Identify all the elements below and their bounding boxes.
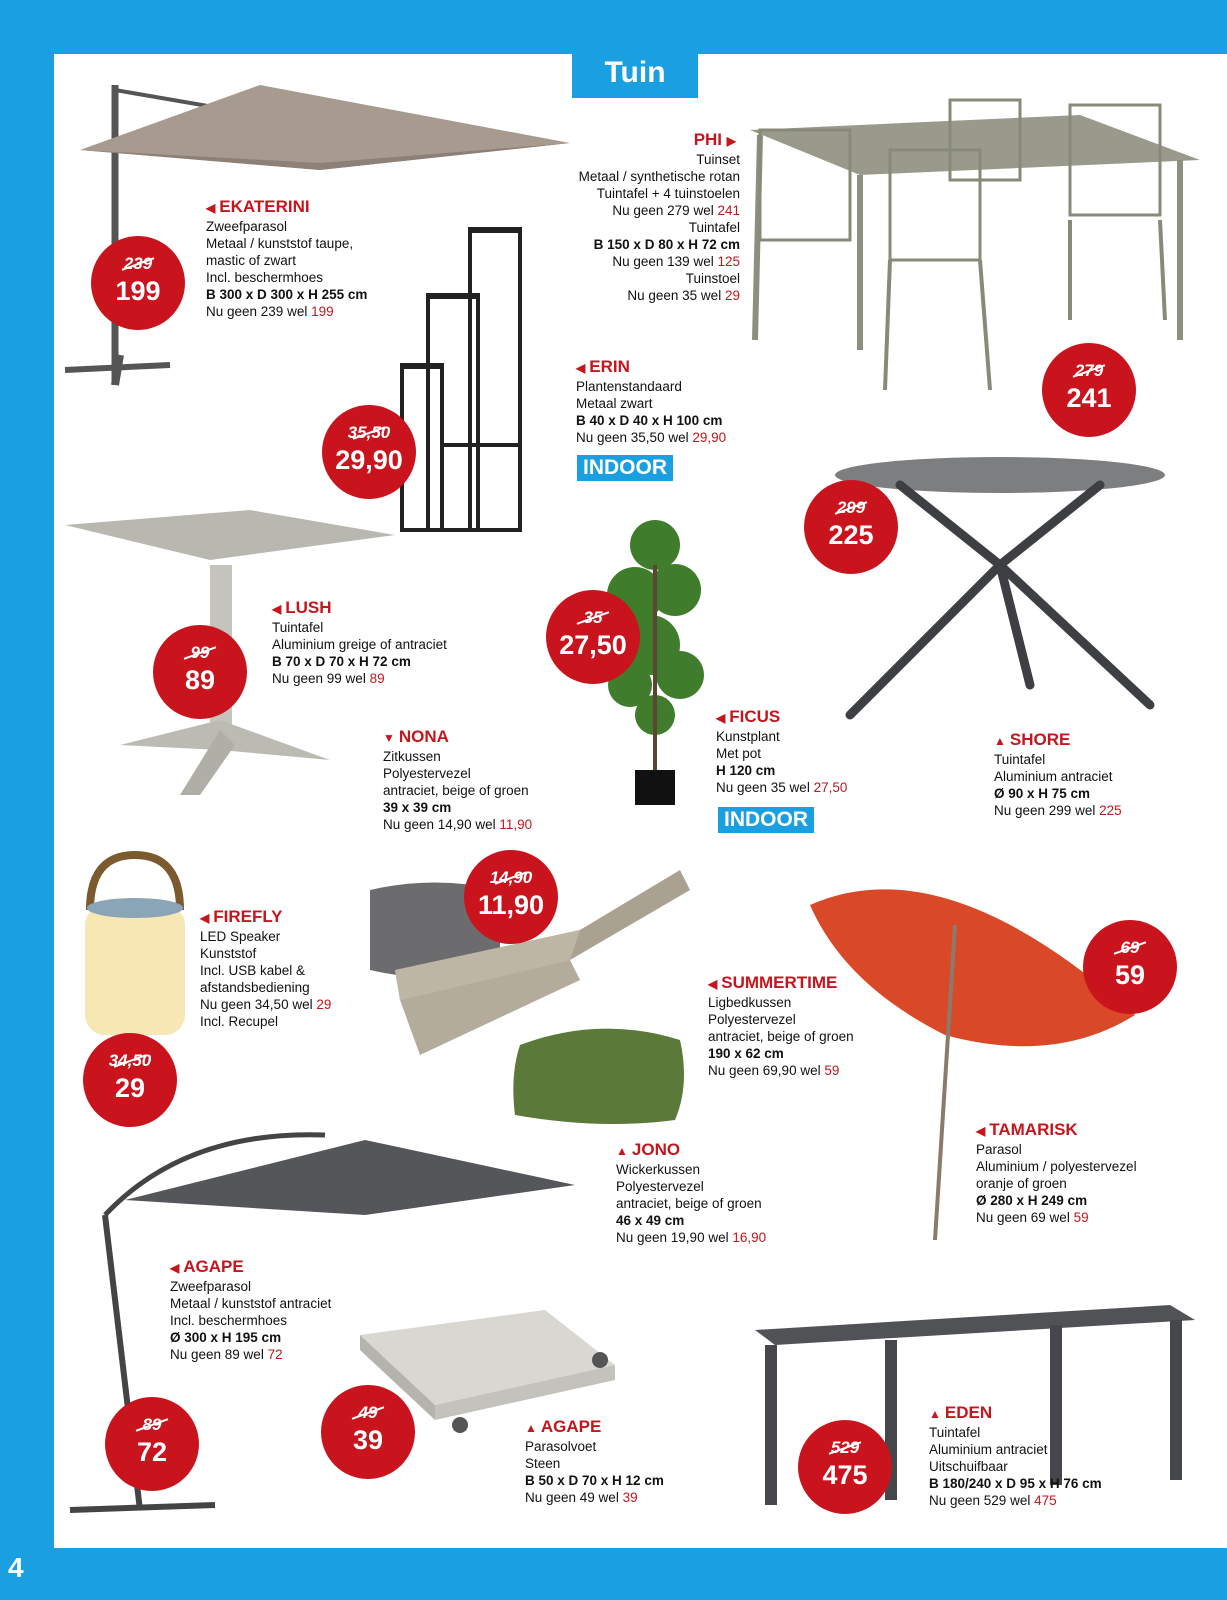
product-line: Aluminium antraciet	[994, 769, 1113, 784]
product-line: Aluminium greige of antraciet	[272, 637, 447, 652]
price-badge-erin	[322, 405, 416, 499]
page-number: 4	[8, 1552, 24, 1583]
badge-new-price: 199	[115, 276, 161, 306]
product-price: Nu geen 69,90 wel 59	[708, 1063, 840, 1078]
product-line: Tuintafel	[994, 752, 1046, 767]
product-price: Nu geen 279 wel 241	[612, 203, 740, 218]
product-line: Zweefparasol	[206, 219, 288, 234]
product-price: Nu geen 139 wel 125	[612, 254, 740, 269]
product-line: Ligbedkussen	[708, 995, 792, 1010]
product-line: afstandsbediening	[200, 980, 310, 995]
product-dimensions: B 180/240 x D 95 x H 76 cm	[929, 1476, 1102, 1491]
price-badge-tamarisk	[1083, 920, 1177, 1014]
product-name: ▲ AGAPE	[525, 1417, 602, 1436]
product-price: Nu geen 299 wel 225	[994, 803, 1122, 818]
badge-new-price: 475	[822, 1460, 868, 1490]
arrow-left-icon: ◀	[976, 1124, 986, 1138]
product-summertime	[708, 973, 854, 1079]
product-name: ◀ EKATERINI	[206, 197, 310, 216]
product-dimensions: 190 x 62 cm	[708, 1046, 784, 1061]
price-badge-ekaterini	[91, 236, 185, 330]
price-badge-nona	[464, 850, 558, 944]
indoor-label: INDOOR	[718, 807, 814, 833]
product-line: Polyestervezel	[616, 1179, 704, 1194]
product-line: LED Speaker	[200, 929, 281, 944]
arrow-right-icon: ▶	[726, 134, 736, 148]
product-name: ◀ FICUS	[716, 707, 781, 726]
product-price: Nu geen 34,50 wel 29	[200, 997, 332, 1012]
product-dimensions: B 150 x D 80 x H 72 cm	[593, 237, 740, 252]
phi-garden-set-image	[740, 90, 1210, 400]
product-name: ◀ AGAPE	[170, 1257, 244, 1276]
product-firefly	[200, 907, 331, 1030]
product-line: antraciet, beige of groen	[616, 1196, 762, 1211]
badge-old-price: 529	[798, 1438, 892, 1458]
product-dimensions: B 70 x D 70 x H 72 cm	[272, 654, 411, 669]
badge-old-price: 49	[321, 1403, 415, 1423]
product-jono	[616, 1140, 766, 1246]
product-name: ◀ SUMMERTIME	[708, 973, 838, 992]
badge-old-price: 35,50	[322, 423, 416, 443]
arrow-up-icon: ▲	[616, 1144, 628, 1158]
product-line: Parasol	[976, 1142, 1022, 1157]
product-line: Tuinset	[696, 152, 740, 167]
price-badge-phi	[1042, 343, 1136, 437]
product-line: Plantenstandaard	[576, 379, 682, 394]
price-badge-ficus	[546, 590, 640, 684]
product-price: Nu geen 89 wel 72	[170, 1347, 283, 1362]
badge-new-price: 72	[136, 1437, 168, 1467]
product-agape-voet	[525, 1417, 664, 1506]
product-agape-parasol	[170, 1257, 331, 1363]
product-line: Metaal zwart	[576, 396, 653, 411]
indoor-label: INDOOR	[577, 455, 673, 481]
badge-old-price: 239	[91, 254, 185, 274]
product-lush	[272, 598, 447, 687]
product-tamarisk	[976, 1120, 1137, 1226]
badge-new-price: 27,50	[559, 630, 627, 660]
product-price: Nu geen 35 wel 29	[627, 288, 740, 303]
product-price: Nu geen 239 wel 199	[206, 304, 334, 319]
product-name: ▲ EDEN	[929, 1403, 993, 1422]
product-dimensions: B 40 x D 40 x H 100 cm	[576, 413, 723, 428]
product-line: Tuintafel + 4 tuinstoelen	[596, 186, 740, 201]
arrow-left-icon: ◀	[170, 1261, 180, 1275]
product-name: PHI ▶	[693, 130, 736, 149]
product-line: Polyestervezel	[708, 1012, 796, 1027]
badge-new-price: 225	[828, 520, 874, 550]
badge-new-price: 39	[352, 1425, 384, 1455]
price-badge-agape-voet	[321, 1385, 415, 1479]
arrow-left-icon: ◀	[716, 711, 726, 725]
product-dimensions: Ø 280 x H 249 cm	[976, 1193, 1088, 1208]
arrow-down-icon: ▼	[383, 731, 395, 745]
product-line: Met pot	[716, 746, 762, 761]
product-name: ▼ NONA	[383, 727, 449, 746]
badge-new-price: 11,90	[477, 890, 545, 920]
product-line: Polyestervezel	[383, 766, 471, 781]
badge-old-price: 34,50	[83, 1051, 177, 1071]
badge-new-price: 241	[1066, 383, 1112, 413]
product-ficus	[716, 707, 847, 796]
product-line: Aluminium / polyestervezel	[976, 1159, 1137, 1174]
product-line: Metaal / kunststof antraciet	[170, 1296, 332, 1311]
product-line: Incl. USB kabel &	[200, 963, 306, 978]
product-line: antraciet, beige of groen	[708, 1029, 854, 1044]
product-price: Nu geen 99 wel 89	[272, 671, 385, 686]
product-line: oranje of groen	[976, 1176, 1067, 1191]
product-line: Tuinstoel	[685, 271, 740, 286]
price-badge-shore	[804, 480, 898, 574]
arrow-up-icon: ▲	[994, 734, 1006, 748]
product-name: ▲ SHORE	[994, 730, 1071, 749]
product-line: Tuintafel	[272, 620, 324, 635]
product-line: Aluminium antraciet	[929, 1442, 1048, 1457]
price-badge-firefly	[83, 1033, 177, 1127]
arrow-left-icon: ◀	[206, 201, 216, 215]
jono-cushion-image	[505, 1015, 695, 1130]
product-line: antraciet, beige of groen	[383, 783, 529, 798]
arrow-left-icon: ◀	[272, 602, 282, 616]
product-price: Nu geen 49 wel 39	[525, 1490, 638, 1505]
product-name: ◀ LUSH	[272, 598, 332, 617]
product-line: Zitkussen	[383, 749, 441, 764]
product-line: Incl. Recupel	[200, 1014, 279, 1029]
product-price: Nu geen 35,50 wel 29,90	[576, 430, 727, 445]
product-line: Metaal / kunststof taupe,	[206, 236, 354, 251]
product-line: Tuintafel	[929, 1425, 981, 1440]
product-dimensions: H 120 cm	[716, 763, 776, 778]
product-price: Nu geen 69 wel 59	[976, 1210, 1089, 1225]
badge-old-price: 14,90	[464, 868, 558, 888]
badge-old-price: 299	[804, 498, 898, 518]
product-line: Incl. beschermhoes	[206, 270, 324, 285]
product-nona	[383, 727, 532, 833]
product-name: ◀ ERIN	[576, 357, 630, 376]
product-name: ◀ TAMARISK	[976, 1120, 1078, 1139]
product-shore	[994, 730, 1122, 819]
product-line: Zweefparasol	[170, 1279, 252, 1294]
product-line: Parasolvoet	[525, 1439, 597, 1454]
arrow-left-icon: ◀	[200, 911, 210, 925]
product-name: ◀ FIREFLY	[200, 907, 283, 926]
product-ekaterini	[206, 197, 367, 320]
product-name: ▲ JONO	[616, 1140, 681, 1159]
product-price: Nu geen 529 wel 475	[929, 1493, 1057, 1508]
product-line: Kunststof	[200, 946, 257, 961]
product-dimensions: B 300 x D 300 x H 255 cm	[206, 287, 368, 302]
product-dimensions: Ø 300 x H 195 cm	[170, 1330, 282, 1345]
product-line: Kunstplant	[716, 729, 780, 744]
product-price: Nu geen 35 wel 27,50	[716, 780, 848, 795]
product-dimensions: 46 x 49 cm	[616, 1213, 685, 1228]
badge-old-price: 35	[546, 608, 640, 628]
badge-old-price: 99	[153, 643, 247, 663]
badge-old-price: 89	[105, 1415, 199, 1435]
firefly-lamp-image	[75, 850, 195, 1045]
badge-new-price: 29	[114, 1073, 146, 1103]
product-price: Nu geen 19,90 wel 16,90	[616, 1230, 767, 1245]
badge-new-price: 59	[1114, 960, 1146, 990]
badge-old-price: 279	[1042, 361, 1136, 381]
arrow-up-icon: ▲	[929, 1407, 941, 1421]
product-line: mastic of zwart	[206, 253, 297, 268]
arrow-left-icon: ◀	[576, 361, 586, 375]
badge-new-price: 89	[184, 665, 216, 695]
product-dimensions: B 50 x D 70 x H 12 cm	[525, 1473, 664, 1488]
page-title: Tuin	[572, 48, 698, 98]
product-phi	[520, 130, 740, 304]
price-badge-lush	[153, 625, 247, 719]
product-line: Incl. beschermhoes	[170, 1313, 288, 1328]
arrow-up-icon: ▲	[525, 1421, 537, 1435]
product-price: Nu geen 14,90 wel 11,90	[383, 817, 533, 832]
product-dimensions: 39 x 39 cm	[383, 800, 452, 815]
product-line: Tuintafel	[688, 220, 740, 235]
product-line: Steen	[525, 1456, 561, 1471]
badge-new-price: 29,90	[335, 445, 403, 475]
product-line: Uitschuifbaar	[929, 1459, 1008, 1474]
product-line: Metaal / synthetische rotan	[578, 169, 740, 184]
product-line: Wickerkussen	[616, 1162, 701, 1177]
product-erin	[576, 357, 726, 446]
product-dimensions: Ø 90 x H 75 cm	[994, 786, 1091, 801]
arrow-left-icon: ◀	[708, 977, 718, 991]
price-badge-agape-parasol	[105, 1397, 199, 1491]
product-eden	[929, 1403, 1102, 1509]
badge-old-price: 69	[1083, 938, 1177, 958]
price-badge-eden	[798, 1420, 892, 1514]
